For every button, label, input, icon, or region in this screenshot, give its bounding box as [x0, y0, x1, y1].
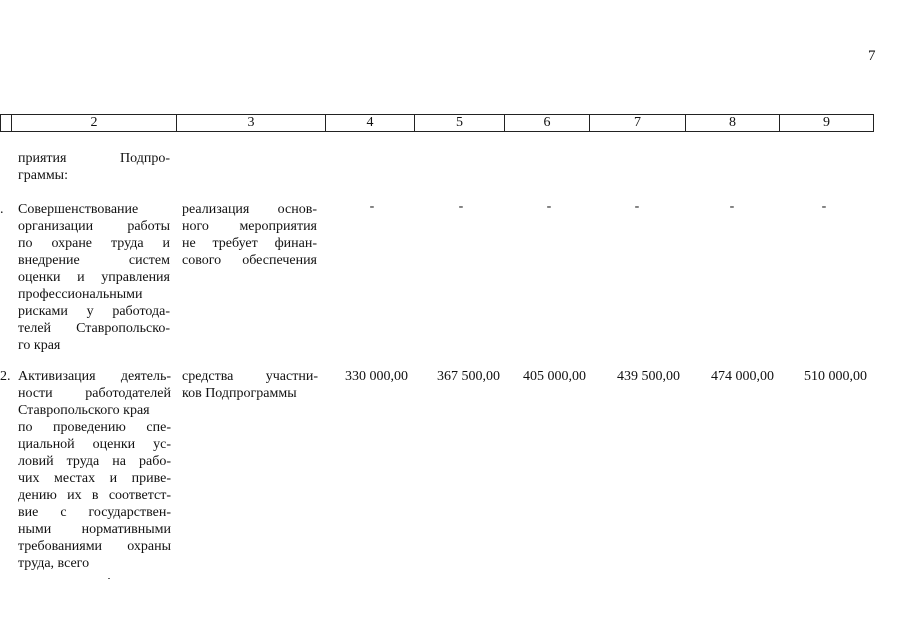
text-line: го края: [18, 338, 61, 353]
row-2-value-col-4: 330 000,00: [345, 369, 408, 384]
row-1-value-col-9: -: [821, 199, 827, 214]
row-1-value-col-6: -: [546, 199, 552, 214]
scan-speck: [108, 578, 110, 579]
header-cell-col-5: 5: [415, 115, 505, 131]
text-line: чих местах и приве-: [18, 471, 171, 486]
header-cell-1: [0, 115, 12, 131]
text-line: дению их в соответст-: [18, 488, 171, 503]
row-number: 2.: [0, 369, 11, 384]
text-line: организации работы: [18, 219, 170, 234]
text-line: ности работодателей: [18, 386, 171, 401]
header-cell-col-7: 7: [590, 115, 686, 131]
text-line: вие с государствен-: [18, 505, 171, 520]
intro-text: [18, 150, 170, 184]
intro-line: граммы:: [18, 168, 68, 183]
row-1-value-col-4: -: [369, 199, 375, 214]
text-line: реализация основ-: [182, 202, 317, 217]
row-2-value-col-7: 439 500,00: [617, 369, 680, 384]
header-cell-col-3: 3: [177, 115, 326, 131]
row-2-value-col-6: 405 000,00: [523, 369, 586, 384]
text-line: Совершенствование: [18, 202, 139, 217]
row-2-description: [18, 368, 171, 572]
text-line: по проведению спе-: [18, 420, 171, 435]
text-line: труда, всего: [18, 556, 90, 571]
row-number: .: [0, 202, 4, 217]
text-line: ными нормативными: [18, 522, 171, 537]
header-cell-col-9: 9: [780, 115, 874, 131]
text-line: внедрение систем: [18, 253, 170, 268]
text-line: телей Ставропольско-: [18, 321, 170, 336]
text-line: оценки и управления: [18, 270, 170, 285]
row-2-funding-source: [182, 368, 318, 402]
header-cell-col-8: 8: [686, 115, 780, 131]
text-line: ков Подпрограммы: [182, 386, 297, 401]
text-line: профессиональными: [18, 287, 143, 302]
row-2-value-col-5: 367 500,00: [437, 369, 500, 384]
text-line: не требует финан-: [182, 236, 317, 251]
text-line: циальной оценки ус-: [18, 437, 171, 452]
text-line: Активизация деятель-: [18, 369, 171, 384]
header-cell-col-6: 6: [505, 115, 590, 131]
text-line: рисками у работода-: [18, 304, 170, 319]
text-line: Ставропольского края: [18, 403, 150, 418]
text-line: по охране труда и: [18, 236, 170, 251]
text-line: средства участни-: [182, 369, 318, 384]
row-2-value-col-8: 474 000,00: [711, 369, 774, 384]
row-1-value-col-8: -: [729, 199, 735, 214]
table-header-row: [0, 114, 874, 132]
row-1-funding-source: [182, 201, 317, 269]
text-line: ловий труда на рабо-: [18, 454, 171, 469]
row-1-description: [18, 201, 170, 354]
row-1-value-col-7: -: [634, 199, 640, 214]
text-line: требованиями охраны: [18, 539, 171, 554]
intro-line: приятия Подпро-: [18, 151, 170, 166]
header-cell-col-2: 2: [12, 115, 177, 131]
page-number: 7: [868, 48, 876, 64]
text-line: сового обеспечения: [182, 253, 317, 268]
header-cell-col-4: 4: [326, 115, 415, 131]
row-2-value-col-9: 510 000,00: [804, 369, 867, 384]
row-1-value-col-5: -: [458, 199, 464, 214]
text-line: ного мероприятия: [182, 219, 317, 234]
